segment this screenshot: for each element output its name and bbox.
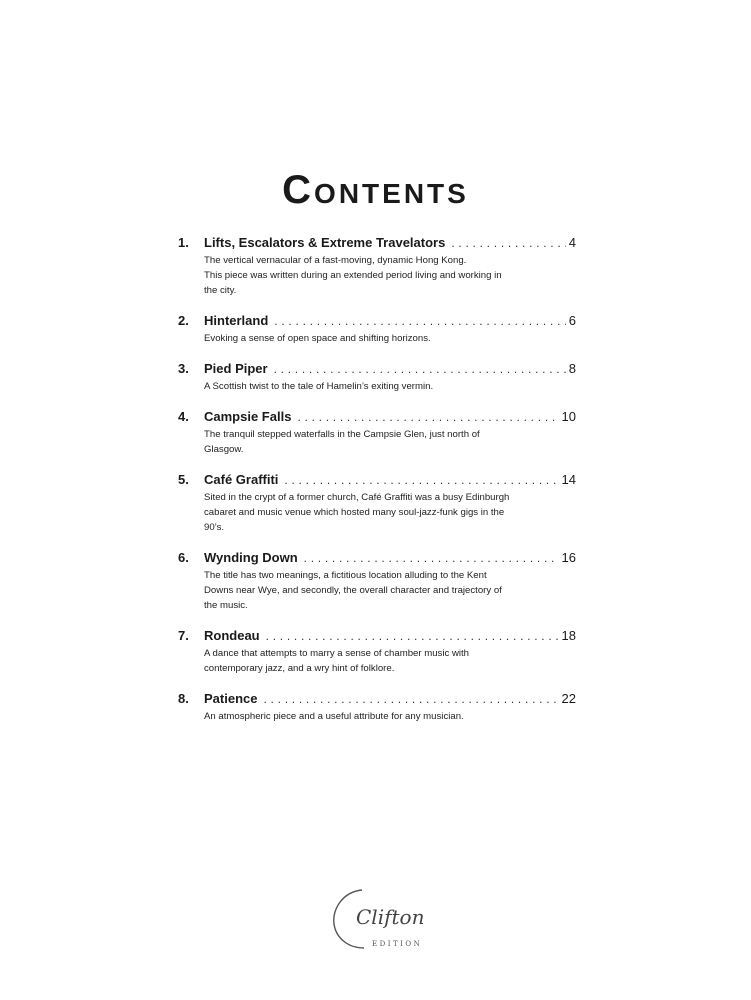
entry-title: Café Graffiti bbox=[204, 472, 279, 487]
entry-page-number: 14 bbox=[561, 472, 576, 487]
table-of-contents bbox=[178, 234, 576, 738]
toc-entry bbox=[178, 234, 576, 298]
toc-entry bbox=[178, 408, 576, 457]
toc-entry bbox=[178, 360, 576, 394]
entry-number: 3. bbox=[178, 361, 189, 376]
dot-leader bbox=[274, 312, 565, 330]
entry-description: An atmospheric piece and a useful attribute for any musician. bbox=[204, 711, 464, 722]
entry-number: 6. bbox=[178, 550, 189, 565]
entry-page-number: 8 bbox=[568, 361, 576, 376]
dot-leader bbox=[263, 690, 558, 708]
toc-entry bbox=[178, 690, 576, 724]
logo-name: Clifton bbox=[356, 905, 425, 929]
entry-title: Lifts, Escalators & Extreme Travelators bbox=[204, 235, 446, 250]
toc-entry bbox=[178, 471, 576, 535]
clifton-edition-logo bbox=[328, 882, 428, 952]
toc-entry bbox=[178, 312, 576, 346]
dot-leader bbox=[274, 360, 566, 378]
entry-title: Campsie Falls bbox=[204, 409, 292, 424]
entry-number: 2. bbox=[178, 313, 189, 328]
logo-subtitle: EDITION bbox=[372, 940, 423, 948]
dot-leader bbox=[297, 408, 558, 426]
entry-number: 5. bbox=[178, 472, 189, 487]
dot-leader bbox=[451, 234, 565, 252]
entry-description: The vertical vernacular of a fast-moving, dynamic Hong Kong. This piece was written during an extended period living and working in the city. bbox=[204, 255, 502, 296]
entry-page-number: 4 bbox=[568, 235, 576, 250]
entry-page-number: 16 bbox=[561, 550, 576, 565]
dot-leader bbox=[304, 549, 559, 567]
page-title: Contents bbox=[282, 168, 469, 212]
entry-number: 4. bbox=[178, 409, 189, 424]
entry-title: Hinterland bbox=[204, 313, 269, 328]
entry-title: Patience bbox=[204, 691, 258, 706]
dot-leader bbox=[284, 471, 558, 489]
entry-description: The title has two meanings, a fictitious location alluding to the Kent Downs near Wye, and secondly, the overall character and trajectory of the music. bbox=[204, 570, 502, 611]
entry-description: A Scottish twist to the tale of Hamelin’s exiting vermin. bbox=[204, 381, 434, 392]
entry-description: A dance that attempts to marry a sense of chamber music with contemporary jazz, and a wry hint of folklore. bbox=[204, 648, 470, 674]
entry-description: Sited in the crypt of a former church, Café Graffiti was a busy Edinburgh cabaret and music venue which hosted many soul-jazz-funk gigs in the 90’s. bbox=[204, 492, 510, 533]
entry-title: Pied Piper bbox=[204, 361, 268, 376]
entry-title: Rondeau bbox=[204, 628, 260, 643]
entry-description: Evoking a sense of open space and shifting horizons. bbox=[204, 333, 431, 344]
entry-number: 7. bbox=[178, 628, 189, 643]
entry-number: 8. bbox=[178, 691, 189, 706]
entry-description: The tranquil stepped waterfalls in the Campsie Glen, just north of Glasgow. bbox=[204, 429, 480, 455]
entry-title: Wynding Down bbox=[204, 550, 298, 565]
toc-entry bbox=[178, 627, 576, 676]
dot-leader bbox=[266, 627, 559, 645]
entry-page-number: 6 bbox=[568, 313, 576, 328]
clifton-logo-mark bbox=[328, 882, 428, 952]
toc-entry bbox=[178, 549, 576, 613]
entry-page-number: 22 bbox=[561, 691, 576, 706]
entry-page-number: 10 bbox=[561, 409, 576, 424]
entry-number: 1. bbox=[178, 235, 189, 250]
entry-page-number: 18 bbox=[561, 628, 576, 643]
